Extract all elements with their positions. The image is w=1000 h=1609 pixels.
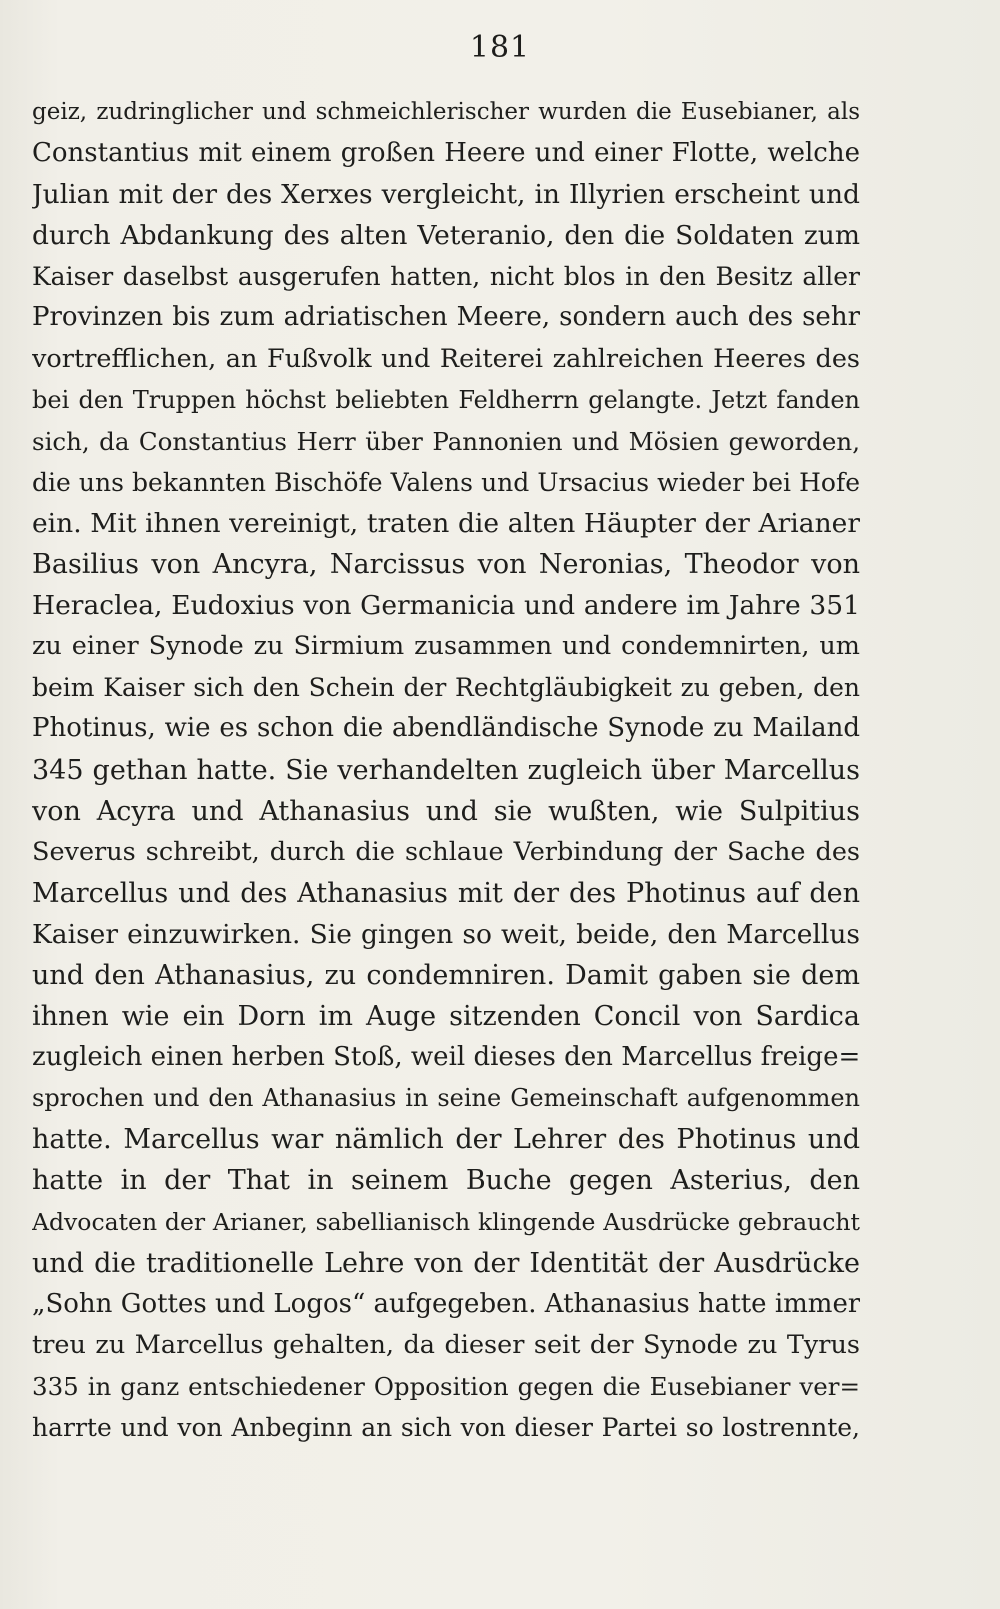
text-line: zugleich einen herben Stoß, weil dieses den Marcellus freige= (32, 1042, 860, 1073)
text-line: Photinus, wie es schon die abendländische Synode zu Mailand (32, 713, 860, 744)
text-line: harrte und von Anbeginn an sich von dieser Partei so lostrennte, (32, 1413, 860, 1442)
text-line: hatte in der That in seinem Buche gegen Asterius, den (32, 1165, 860, 1197)
text-line: 335 in ganz entschiedener Opposition gegen die Eusebianer ver= (32, 1371, 860, 1401)
text-line: beim Kaiser sich den Schein der Rechtgläubigkeit zu geben, den (32, 673, 860, 703)
text-line: Kaiser einzuwirken. Sie gingen so weit, beide, den Marcellus (32, 918, 860, 950)
text-line: durch Abdankung des alten Veteranio, den die Soldaten zum (32, 220, 860, 252)
text-line: sprochen und den Athanasius in seine Gemeinschaft aufgenommen (32, 1084, 860, 1113)
text-line: Provinzen bis zum adriatischen Meere, sondern auch des sehr (32, 302, 860, 333)
text-line: ein. Mit ihnen vereinigt, traten die alten Häupter der Arianer (32, 507, 860, 539)
text-line: und den Athanasius, zu condemniren. Damit gaben sie dem (32, 959, 860, 991)
text-line: Marcellus und des Athanasius mit der des Photinus auf den (32, 877, 860, 909)
text-line: geiz, zudringlicher und schmeichlerischer wurden die Eusebianer, als (32, 99, 860, 125)
text-line: Severus schreibt, durch die schlaue Verbindung der Sache des (32, 836, 860, 867)
text-line: „Sohn Gottes und Logos“ aufgegeben. Athanasius hatte immer (32, 1288, 860, 1319)
text-line: und die traditionelle Lehre von der Identität der Ausdrücke (32, 1247, 860, 1279)
text-line: treu zu Marcellus gehalten, da dieser seit der Synode zu Tyrus (32, 1329, 860, 1360)
text-line: Julian mit der des Xerxes vergleicht, in Illyrien erscheint und (32, 179, 860, 211)
page-number: 181 (469, 30, 531, 65)
text-line: Advocaten der Arianer, sabellianisch klingende Ausdrücke gebraucht (32, 1207, 860, 1236)
body-text (32, 92, 860, 1448)
text-line: hatte. Marcellus war nämlich der Lehrer des Photinus und (32, 1124, 860, 1156)
text-line: Kaiser daselbst ausgerufen hatten, nicht blos in den Besitz aller (32, 262, 860, 292)
text-line: zu einer Synode zu Sirmium zusammen und condemnirten, um (32, 631, 860, 662)
text-line: Heraclea, Eudoxius von Germanicia und andere im Jahre 351 (32, 590, 860, 622)
text-line: von Acyra und Athanasius und sie wußten, wie Sulpitius (32, 795, 860, 827)
text-line: vortrefflichen, an Fußvolk und Reiterei zahlreichen Heeres des (32, 343, 860, 374)
text-line: sich, da Constantius Herr über Pannonien und Mösien geworden, (32, 426, 860, 456)
text-line: 345 gethan hatte. Sie verhandelten zugleich über Marcellus (32, 754, 860, 786)
text-line: Constantius mit einem großen Heere und einer Flotte, welche (32, 138, 860, 169)
text-line: Basilius von Ancyra, Narcissus von Neronias, Theodor von (32, 549, 860, 581)
text-line: ihnen wie ein Dorn im Auge sitzenden Concil von Sardica (32, 1001, 860, 1033)
text-line: bei den Truppen höchst beliebten Feldherrn gelangte. Jetzt fanden (32, 385, 860, 414)
text-line: die uns bekannten Bischöfe Valens und Ursacius wieder bei Hofe (32, 467, 860, 497)
